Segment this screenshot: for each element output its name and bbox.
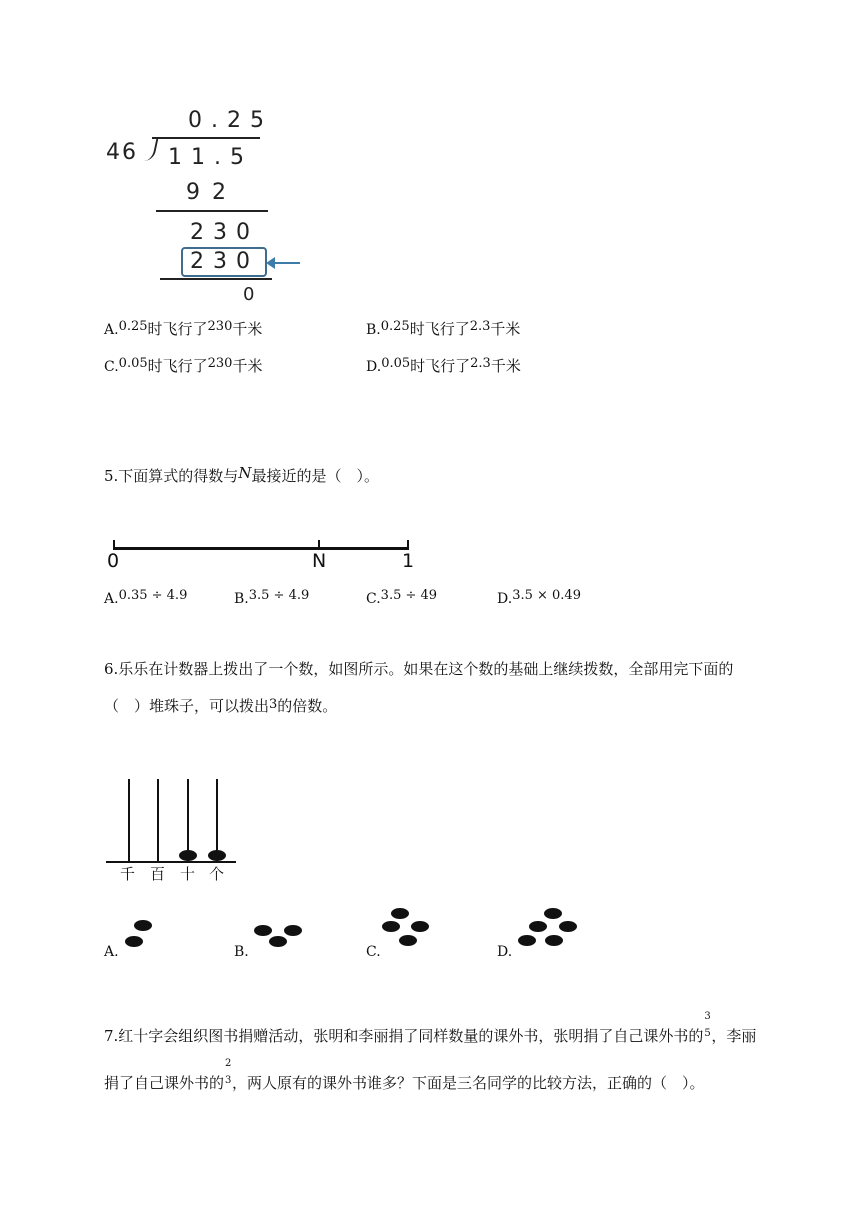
q5-option-a[interactable]: A.0.35 ÷ 4.9 xyxy=(104,588,188,607)
q5-question: 5.下面算式的得数与N最接近的是（ ）。 xyxy=(104,464,379,485)
fraction-2-3: 2 3 xyxy=(225,1058,232,1086)
division-bracket xyxy=(144,139,159,161)
abacus-rod-hundreds xyxy=(157,779,159,862)
label-0: 0 xyxy=(107,550,120,572)
bead-d-1 xyxy=(544,908,562,919)
abacus-bead-ones xyxy=(208,850,226,861)
q6-question-line-2: （ ）堆珠子，可以拨出3的倍数。 xyxy=(104,697,338,715)
bead-b-2 xyxy=(284,925,302,936)
bead-c-1 xyxy=(391,908,409,919)
bead-b-1 xyxy=(254,925,272,936)
remainder: 0 xyxy=(243,284,264,305)
number-line-axis xyxy=(113,547,409,550)
arrow-line xyxy=(272,262,300,264)
subtract-line-1 xyxy=(156,210,268,212)
abacus-label-tens: 十 xyxy=(180,865,196,883)
arrow-left-icon xyxy=(266,257,275,269)
quotient: 0.25 xyxy=(188,108,273,133)
q6-option-d[interactable]: D. xyxy=(497,905,597,960)
abacus-rod-thousands xyxy=(128,779,130,862)
tick-n xyxy=(318,540,320,550)
bead-d-2 xyxy=(529,921,547,932)
abacus-figure xyxy=(104,776,244,886)
fraction-3-5: 3 5 xyxy=(704,1011,711,1039)
label-n: N xyxy=(312,550,327,572)
step-1: 92 xyxy=(186,180,238,205)
divisor: 46 xyxy=(106,140,138,165)
bead-a-1 xyxy=(134,920,152,931)
bead-a-2 xyxy=(125,936,143,947)
bead-d-4 xyxy=(518,935,536,946)
label-1: 1 xyxy=(402,550,415,572)
q4-option-b[interactable]: B.0.25时飞行了2.3千米 xyxy=(366,319,521,338)
q4-option-d[interactable]: D.0.05时飞行了2.3千米 xyxy=(366,356,521,375)
abacus-label-hundreds: 百 xyxy=(150,865,166,883)
long-division-figure xyxy=(100,105,310,305)
abacus-label-thousands: 千 xyxy=(120,865,136,883)
q5-option-d[interactable]: D.3.5 × 0.49 xyxy=(497,588,581,607)
q7-question-line-1: 7.红十字会组织图书捐赠活动，张明和李丽捐了同样数量的课外书，张明捐了自己课外书的 3 5 ，李丽 xyxy=(104,1011,757,1045)
q5-option-c[interactable]: C.3.5 ÷ 49 xyxy=(366,588,438,607)
tick-0 xyxy=(113,540,115,550)
abacus-label-ones: 个 xyxy=(209,865,225,883)
bead-c-2 xyxy=(382,921,400,932)
q6-option-c[interactable]: C. xyxy=(366,905,456,960)
tick-1 xyxy=(407,540,409,550)
step-3: 230 xyxy=(190,249,259,274)
q5-option-b[interactable]: B.3.5 ÷ 4.9 xyxy=(234,588,310,607)
q6-option-a[interactable]: A. xyxy=(104,915,184,960)
number-line xyxy=(107,535,430,575)
division-bar xyxy=(152,137,260,139)
q4-option-c[interactable]: C.0.05时飞行了230千米 xyxy=(104,356,263,375)
q7-question-line-2: 捐了自己课外书的 2 3 ，两人原有的课外书谁多？下面是三名同学的比较方法，正确的（ ）。 xyxy=(104,1058,705,1092)
q6-option-b[interactable]: B. xyxy=(234,915,324,960)
step-2: 230 xyxy=(190,220,259,245)
q4-option-a[interactable]: A.0.25时飞行了230千米 xyxy=(104,319,263,338)
bead-b-3 xyxy=(269,936,287,947)
abacus-base xyxy=(106,861,236,863)
bead-d-3 xyxy=(559,921,577,932)
dividend: 11.5 xyxy=(168,145,253,170)
q6-question-line-1: 6.乐乐在计数器上拨出了一个数，如图所示。如果在这个数的基础上继续拨数，全部用完下面的 xyxy=(104,660,734,678)
subtract-line-2 xyxy=(160,278,272,280)
bead-c-3 xyxy=(411,921,429,932)
bead-d-5 xyxy=(545,935,563,946)
abacus-bead-tens xyxy=(179,850,197,861)
bead-c-4 xyxy=(399,935,417,946)
